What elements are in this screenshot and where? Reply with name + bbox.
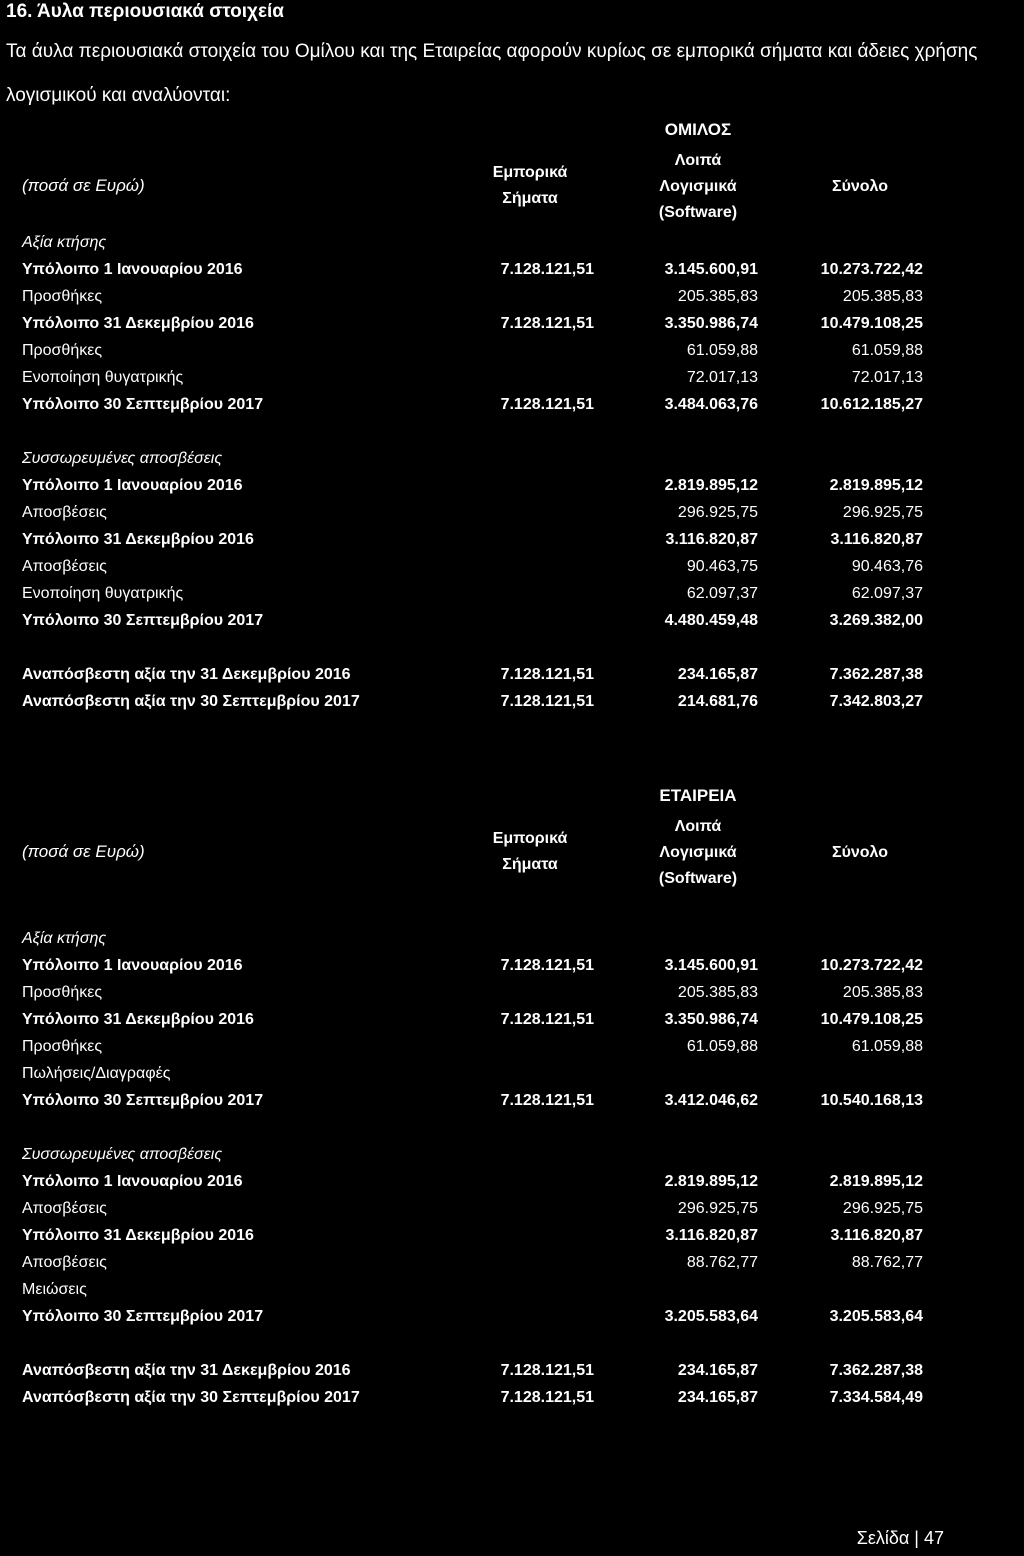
row-label: Υπόλοιπο 31 Δεκεμβρίου 2016 xyxy=(22,1227,254,1244)
company-col2-line3: (Software) xyxy=(658,870,738,887)
company-table-title: ΕΤΑΙΡΕΙΑ xyxy=(659,786,737,805)
total-value: 88.762,77 xyxy=(851,1254,923,1271)
software-value: 2.819.895,12 xyxy=(664,1173,758,1190)
company-col1-line1: Εμπορικά xyxy=(492,830,568,847)
total-value: 90.463,76 xyxy=(851,558,923,575)
row-label: Υπόλοιπο 1 Ιανουαρίου 2016 xyxy=(22,261,243,278)
total-value: 61.059,88 xyxy=(851,342,923,359)
row-label: Αναπόσβεστη αξία την 30 Σεπτεμβρίου 2017 xyxy=(22,693,360,710)
table-row xyxy=(0,1249,1024,1276)
software-value: 72.017,13 xyxy=(686,369,758,386)
table-row xyxy=(0,1276,1024,1303)
total-value: 7.342.803,27 xyxy=(829,693,923,710)
software-value: 90.463,75 xyxy=(686,558,758,575)
company-col2-header xyxy=(630,814,766,892)
total-value: 10.479.108,25 xyxy=(820,315,923,332)
row-label: Αξία κτήσης xyxy=(22,930,107,947)
trademarks-value: 7.128.121,51 xyxy=(500,261,594,278)
software-value: 61.059,88 xyxy=(686,1038,758,1055)
software-value: 296.925,75 xyxy=(677,504,758,521)
table-row xyxy=(0,364,1024,391)
total-value: 7.334.584,49 xyxy=(829,1389,923,1406)
group-col1-header xyxy=(460,160,600,212)
table-row xyxy=(0,310,1024,337)
table-row xyxy=(0,337,1024,364)
trademarks-value: 7.128.121,51 xyxy=(500,666,594,683)
total-value: 7.362.287,38 xyxy=(829,1362,923,1379)
trademarks-value: 7.128.121,51 xyxy=(500,1389,594,1406)
software-value: 3.205.583,64 xyxy=(664,1308,758,1325)
table-row xyxy=(0,925,1024,952)
company-col2-line2: Λογισμικά xyxy=(659,844,737,861)
table-row xyxy=(0,445,1024,472)
total-value: 296.925,75 xyxy=(842,1200,923,1217)
table-row xyxy=(0,952,1024,979)
trademarks-value: 7.128.121,51 xyxy=(500,1362,594,1379)
software-value: 205.385,83 xyxy=(677,288,758,305)
row-label: Αποσβέσεις xyxy=(22,1254,107,1271)
group-table-rows xyxy=(0,229,1024,715)
trademarks-value: 7.128.121,51 xyxy=(500,1092,594,1109)
row-label: Υπόλοιπο 30 Σεπτεμβρίου 2017 xyxy=(22,1308,264,1325)
table-row xyxy=(0,418,1024,445)
table-row xyxy=(0,661,1024,688)
software-value: 214.681,76 xyxy=(677,693,758,710)
table-row xyxy=(0,1114,1024,1141)
row-label: Υπόλοιπο 30 Σεπτεμβρίου 2017 xyxy=(22,612,264,629)
table-row xyxy=(0,688,1024,715)
row-label: Προσθήκες xyxy=(22,342,103,359)
trademarks-value: 7.128.121,51 xyxy=(500,396,594,413)
table-row xyxy=(0,499,1024,526)
software-value: 3.116.820,87 xyxy=(665,531,758,548)
company-col3-header: Σύνολο xyxy=(831,844,889,861)
table-row xyxy=(0,1384,1024,1411)
table-row xyxy=(0,283,1024,310)
trademarks-value: 7.128.121,51 xyxy=(500,1011,594,1028)
total-value: 3.116.820,87 xyxy=(830,531,923,548)
row-label: Υπόλοιπο 31 Δεκεμβρίου 2016 xyxy=(22,1011,254,1028)
table-row xyxy=(0,1006,1024,1033)
row-label: Υπόλοιπο 31 Δεκεμβρίου 2016 xyxy=(22,531,254,548)
software-value: 3.145.600,91 xyxy=(664,957,758,974)
table-row xyxy=(0,1168,1024,1195)
group-col1-line2: Σήματα xyxy=(502,190,558,207)
table-row xyxy=(0,526,1024,553)
row-label: Προσθήκες xyxy=(22,984,103,1001)
table-row xyxy=(0,1195,1024,1222)
group-col3-header: Σύνολο xyxy=(831,178,889,195)
group-col1-line1: Εμπορικά xyxy=(492,164,568,181)
total-value: 10.273.722,42 xyxy=(820,957,923,974)
company-unit-label: (ποσά σε Ευρώ) xyxy=(22,842,145,861)
row-label: Αναπόσβεστη αξία την 31 Δεκεμβρίου 2016 xyxy=(22,666,351,683)
row-label: Αναπόσβεστη αξία την 30 Σεπτεμβρίου 2017 xyxy=(22,1389,360,1406)
table-row xyxy=(0,229,1024,256)
row-label: Υπόλοιπο 30 Σεπτεμβρίου 2017 xyxy=(22,396,264,413)
trademarks-value: 7.128.121,51 xyxy=(500,957,594,974)
total-value: 2.819.895,12 xyxy=(829,477,923,494)
row-label: Αποσβέσεις xyxy=(22,1200,107,1217)
row-label: Υπόλοιπο 1 Ιανουαρίου 2016 xyxy=(22,477,243,494)
software-value: 234.165,87 xyxy=(677,666,758,683)
table-row xyxy=(0,1060,1024,1087)
table-row xyxy=(0,580,1024,607)
software-value: 296.925,75 xyxy=(677,1200,758,1217)
table-row xyxy=(0,634,1024,661)
section-heading: 16. Άυλα περιουσιακά στοιχεία xyxy=(6,1,284,22)
row-label: Προσθήκες xyxy=(22,288,103,305)
total-value: 205.385,83 xyxy=(842,288,923,305)
trademarks-value: 7.128.121,51 xyxy=(500,315,594,332)
total-value: 3.116.820,87 xyxy=(830,1227,923,1244)
table-row xyxy=(0,1087,1024,1114)
row-label: Υπόλοιπο 1 Ιανουαρίου 2016 xyxy=(22,957,243,974)
software-value: 88.762,77 xyxy=(686,1254,758,1271)
trademarks-value: 7.128.121,51 xyxy=(500,693,594,710)
company-col1-line2: Σήματα xyxy=(502,856,558,873)
table-row xyxy=(0,607,1024,634)
total-value: 296.925,75 xyxy=(842,504,923,521)
row-label: Αποσβέσεις xyxy=(22,504,107,521)
group-col2-line3: (Software) xyxy=(658,204,738,221)
group-unit-label: (ποσά σε Ευρώ) xyxy=(22,176,145,195)
table-row xyxy=(0,1303,1024,1330)
total-value: 62.097,37 xyxy=(851,585,923,602)
software-value: 3.350.986,74 xyxy=(664,1011,758,1028)
row-label: Μειώσεις xyxy=(22,1281,87,1298)
row-label: Αναπόσβεστη αξία την 31 Δεκεμβρίου 2016 xyxy=(22,1362,351,1379)
software-value: 3.484.063,76 xyxy=(664,396,758,413)
table-row xyxy=(0,1033,1024,1060)
row-label: Προσθήκες xyxy=(22,1038,103,1055)
software-value: 3.145.600,91 xyxy=(664,261,758,278)
row-label: Ενοποίηση θυγατρικής xyxy=(22,585,184,602)
group-col2-line1: Λοιπά xyxy=(674,152,722,169)
company-col2-line1: Λοιπά xyxy=(674,818,722,835)
row-label: Συσσωρευμένες αποσβέσεις xyxy=(22,450,223,467)
total-value: 10.612.185,27 xyxy=(820,396,923,413)
software-value: 4.480.459,48 xyxy=(664,612,758,629)
software-value: 234.165,87 xyxy=(677,1389,758,1406)
table-row xyxy=(0,553,1024,580)
total-value: 2.819.895,12 xyxy=(829,1173,923,1190)
row-label: Αξία κτήσης xyxy=(22,234,107,251)
total-value: 10.479.108,25 xyxy=(820,1011,923,1028)
group-col2-line2: Λογισμικά xyxy=(659,178,737,195)
table-row xyxy=(0,1330,1024,1357)
software-value: 3.350.986,74 xyxy=(664,315,758,332)
table-row xyxy=(0,979,1024,1006)
group-table-title: ΟΜΙΛΟΣ xyxy=(664,120,732,139)
intro-paragraph: Τα άυλα περιουσιακά στοιχεία του Ομίλου και της Εταιρείας αφορούν κυρίως σε εμπορικά σήματα και άδειες χρήσης λογισμικού και αναλύονται: xyxy=(6,41,978,106)
software-value: 61.059,88 xyxy=(686,342,758,359)
software-value: 205.385,83 xyxy=(677,984,758,1001)
total-value: 205.385,83 xyxy=(842,984,923,1001)
row-label: Υπόλοιπο 30 Σεπτεμβρίου 2017 xyxy=(22,1092,264,1109)
software-value: 234.165,87 xyxy=(677,1362,758,1379)
row-label: Αποσβέσεις xyxy=(22,558,107,575)
software-value: 3.412.046,62 xyxy=(664,1092,758,1109)
row-label: Συσσωρευμένες αποσβέσεις xyxy=(22,1146,223,1163)
row-label: Υπόλοιπο 1 Ιανουαρίου 2016 xyxy=(22,1173,243,1190)
total-value: 61.059,88 xyxy=(851,1038,923,1055)
company-table-rows xyxy=(0,925,1024,1411)
total-value: 3.205.583,64 xyxy=(829,1308,923,1325)
total-value: 10.273.722,42 xyxy=(820,261,923,278)
total-value: 72.017,13 xyxy=(851,369,923,386)
table-row xyxy=(0,1357,1024,1384)
table-row xyxy=(0,1141,1024,1168)
table-row xyxy=(0,1222,1024,1249)
table-row xyxy=(0,256,1024,283)
company-col1-header xyxy=(460,826,600,878)
total-value: 10.540.168,13 xyxy=(820,1092,923,1109)
group-col2-header xyxy=(630,148,766,226)
row-label: Υπόλοιπο 31 Δεκεμβρίου 2016 xyxy=(22,315,254,332)
software-value: 62.097,37 xyxy=(686,585,758,602)
row-label: Πωλήσεις/Διαγραφές xyxy=(22,1065,171,1082)
total-value: 7.362.287,38 xyxy=(829,666,923,683)
total-value: 3.269.382,00 xyxy=(829,612,923,629)
table-row xyxy=(0,391,1024,418)
software-value: 2.819.895,12 xyxy=(664,477,758,494)
row-label: Ενοποίηση θυγατρικής xyxy=(22,369,184,386)
software-value: 3.116.820,87 xyxy=(665,1227,758,1244)
page-number: Σελίδα | 47 xyxy=(856,1528,944,1548)
table-row xyxy=(0,472,1024,499)
